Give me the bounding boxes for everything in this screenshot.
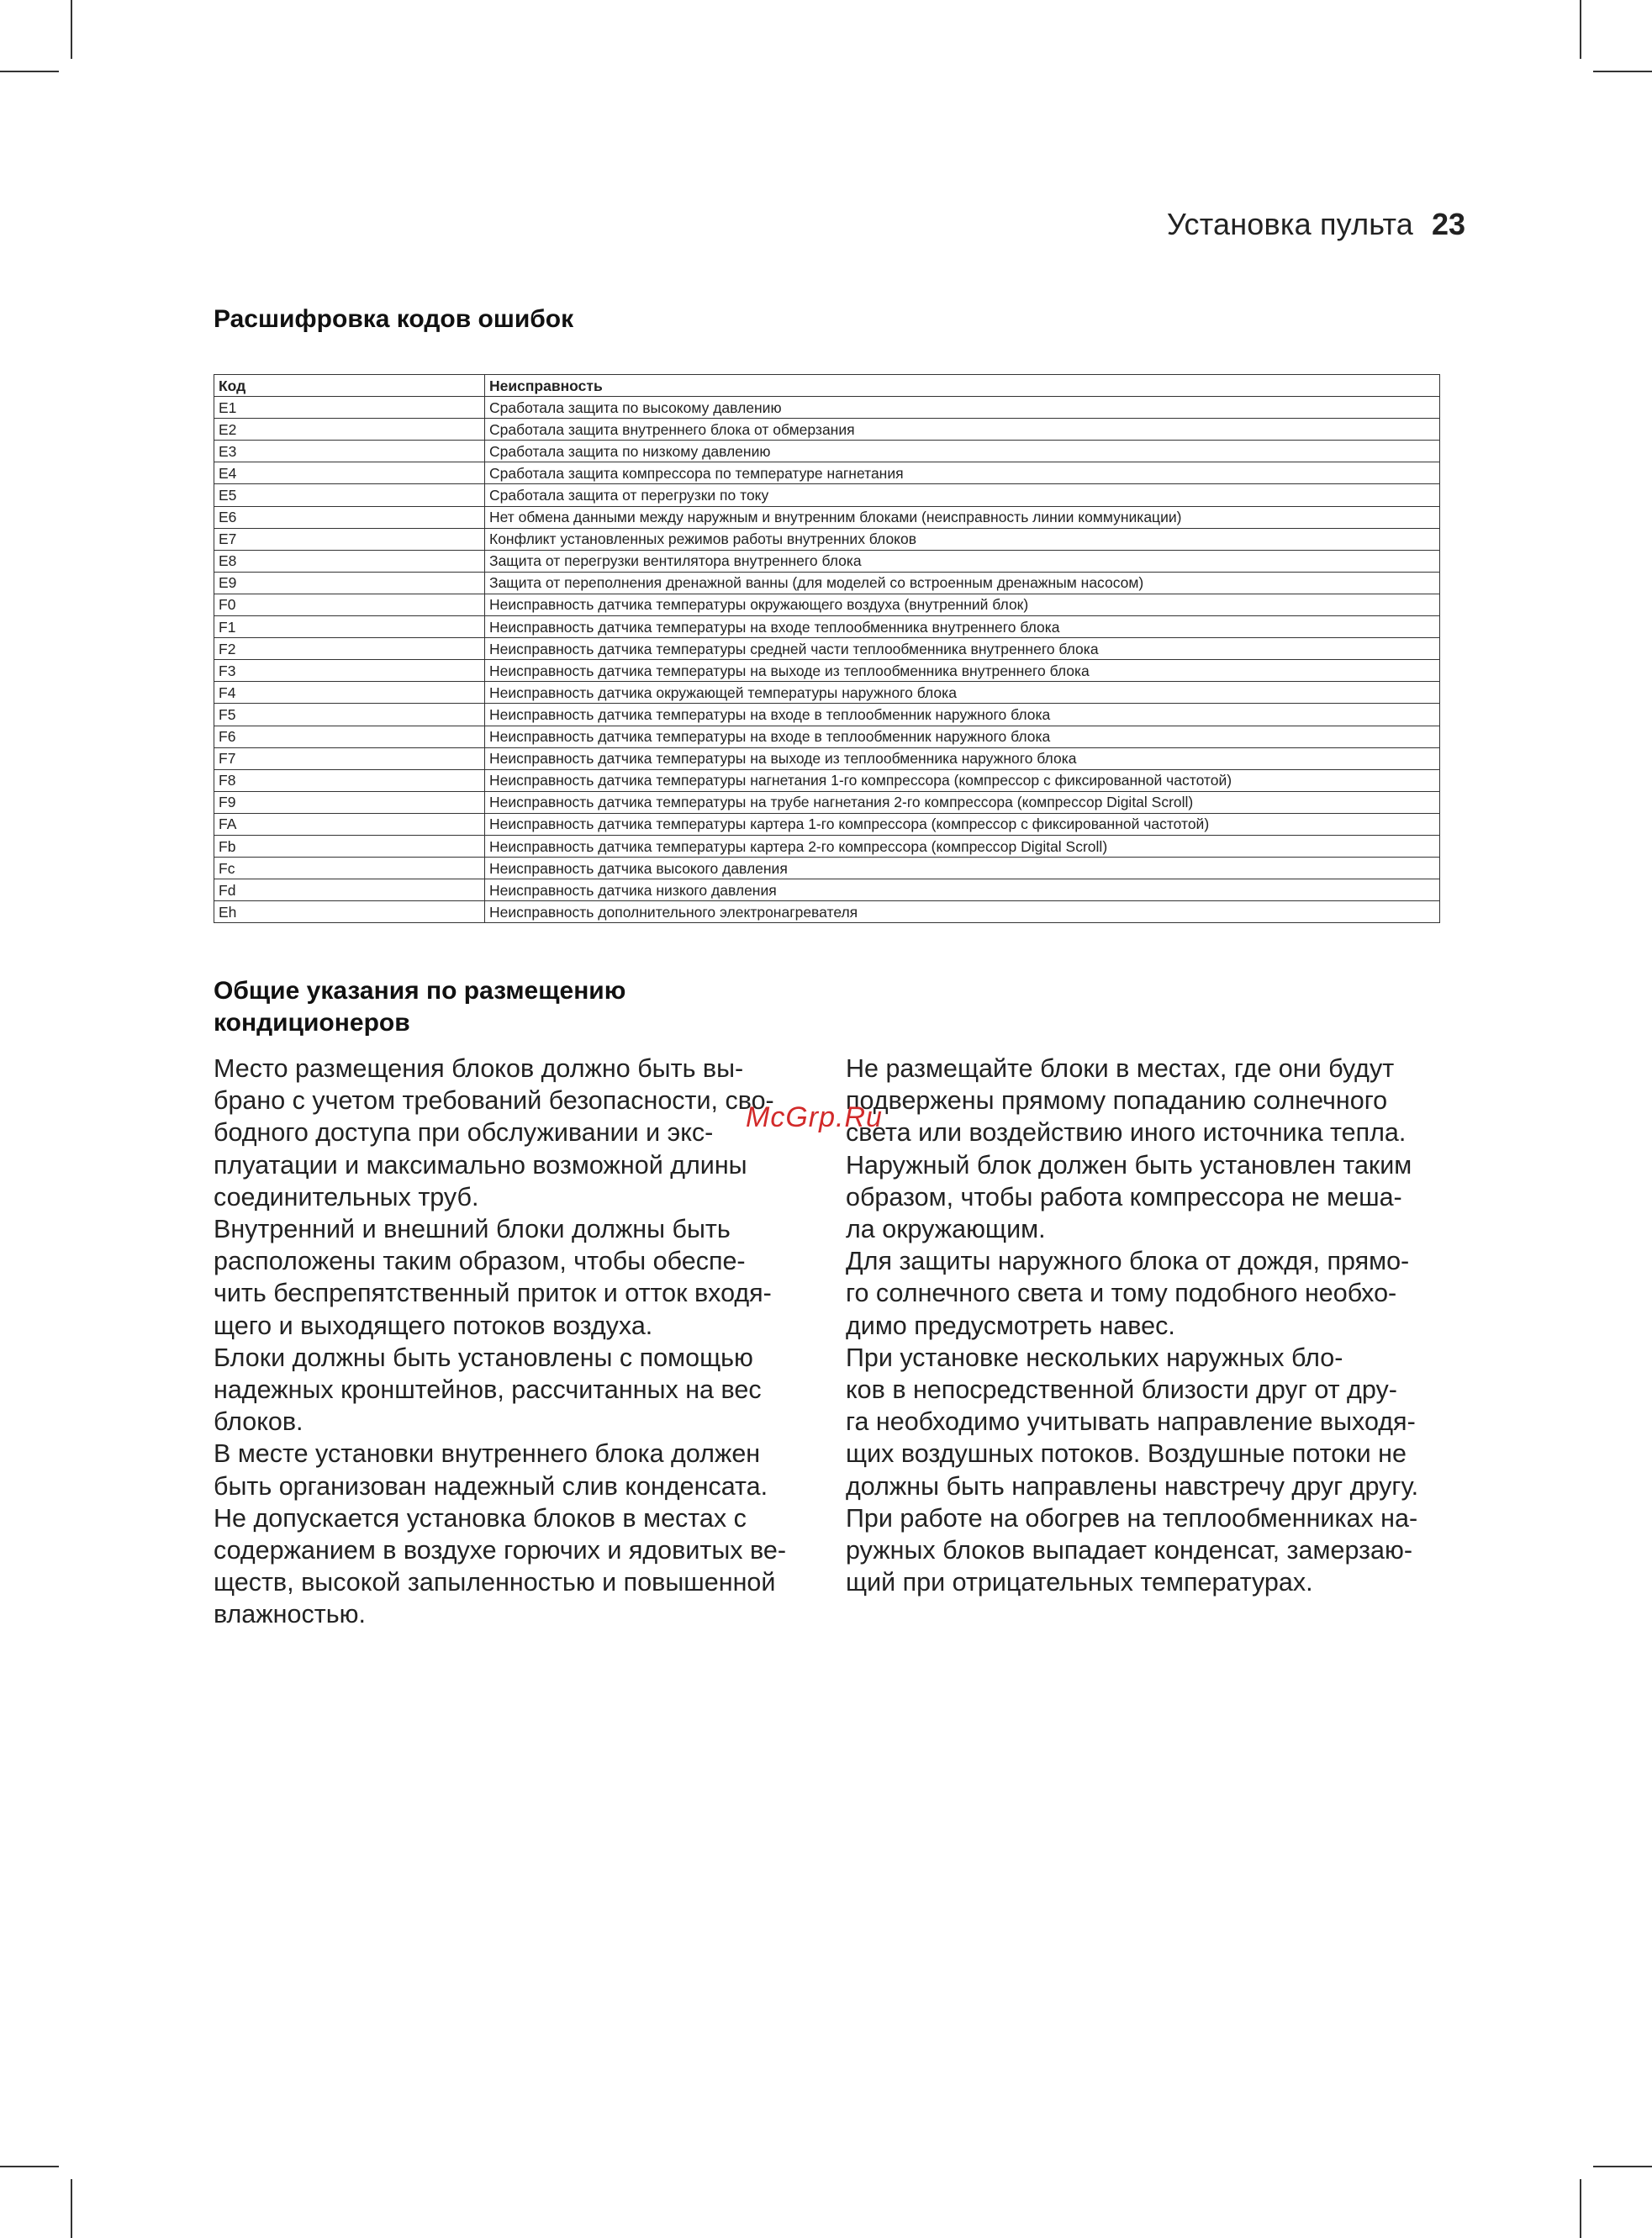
text-column-left <box>214 1053 819 1631</box>
error-code-cell: Fd <box>214 879 485 901</box>
table-row <box>214 638 1440 660</box>
error-description-cell: Нет обмена данными между наружным и внутренним блоками (неисправность линии коммуникации) <box>485 506 1440 528</box>
table-row <box>214 462 1440 484</box>
text-line: Наружный блок должен быть установлен таким <box>846 1150 1412 1180</box>
table-row <box>214 747 1440 769</box>
text-line: Не допускается установка блоков в местах с <box>214 1503 747 1533</box>
error-description-cell: Сработала защита от перегрузки по току <box>485 484 1440 506</box>
page-number: 23 <box>1431 207 1465 241</box>
error-description-cell: Неисправность датчика температуры окружающего воздуха (внутренний блок) <box>485 594 1440 615</box>
error-description-cell: Неисправность датчика температуры на трубе нагнетания 2-го компрессора (компрессор Digital Scroll) <box>485 791 1440 813</box>
error-code-cell: Eh <box>214 901 485 923</box>
error-description-cell: Неисправность дополнительного электронагревателя <box>485 901 1440 923</box>
crop-mark <box>0 71 59 72</box>
text-line: образом, чтобы работа компрессора не меша- <box>846 1182 1402 1211</box>
column-header-fault: Неисправность <box>485 375 1440 397</box>
error-code-cell: E9 <box>214 572 485 594</box>
crop-mark <box>71 2179 72 2238</box>
table-row <box>214 616 1440 638</box>
table-row <box>214 594 1440 615</box>
error-description-cell: Сработала защита внутреннего блока от обмерзания <box>485 419 1440 441</box>
text-line: соединительных труб. <box>214 1182 479 1211</box>
error-description-cell: Неисправность датчика температуры на выходе из теплообменника наружного блока <box>485 747 1440 769</box>
error-code-cell: Fb <box>214 835 485 857</box>
error-codes-table <box>214 374 1440 923</box>
table-body <box>214 397 1440 923</box>
error-description-cell: Неисправность датчика окружающей температуры наружного блока <box>485 682 1440 704</box>
text-line: га необходимо учитывать направление выходя- <box>846 1407 1416 1437</box>
error-description-cell: Сработала защита по высокому давлению <box>485 397 1440 419</box>
text-line: Не размещайте блоки в местах, где они будут <box>846 1054 1395 1083</box>
error-description-cell: Неисправность датчика температуры на входе в теплообменник наружного блока <box>485 726 1440 747</box>
text-line: щий при отрицательных температурах. <box>846 1568 1313 1597</box>
table-row <box>214 660 1440 682</box>
table-row <box>214 419 1440 441</box>
error-description-cell: Неисправность датчика высокого давления <box>485 858 1440 879</box>
crop-mark <box>1593 71 1652 72</box>
error-description-cell: Сработала защита по низкому давлению <box>485 441 1440 462</box>
table-row <box>214 791 1440 813</box>
table-header-row <box>214 375 1440 397</box>
text-line: бодного доступа при обслуживании и экс- <box>214 1118 714 1148</box>
text-line: должны быть направлены навстречу друг другу. <box>846 1471 1419 1501</box>
text-column-right <box>846 1053 1451 1598</box>
error-description-cell: Неисправность датчика температуры нагнетания 1-го компрессора (компрессор с фиксированной частотой) <box>485 769 1440 791</box>
error-code-cell: F4 <box>214 682 485 704</box>
table-row <box>214 858 1440 879</box>
placement-heading <box>214 975 625 1039</box>
error-code-cell: F9 <box>214 791 485 813</box>
text-line: Для защиты наружного блока от дождя, прямо- <box>846 1247 1410 1276</box>
error-codes-heading: Расшифровка кодов ошибок <box>214 305 574 333</box>
error-code-cell: E6 <box>214 506 485 528</box>
text-line: ружных блоков выпадает конденсат, замерзаю- <box>846 1536 1413 1565</box>
placement-heading-line: Общие указания по размещению <box>214 977 626 1005</box>
error-description-cell: Неисправность датчика температуры на выходе из теплообменника внутреннего блока <box>485 660 1440 682</box>
section-title: Установка пульта <box>1166 207 1413 241</box>
error-code-cell: F2 <box>214 638 485 660</box>
error-description-cell: Конфликт установленных режимов работы внутренних блоков <box>485 528 1440 550</box>
table-row <box>214 572 1440 594</box>
text-line: света или воздействию иного источника тепла. <box>846 1118 1407 1148</box>
text-line: димо предусмотреть навес. <box>846 1311 1175 1340</box>
text-line: Место размещения блоков должно быть вы- <box>214 1054 744 1083</box>
error-description-cell: Сработала защита компрессора по температуре нагнетания <box>485 462 1440 484</box>
text-line: брано с учетом требований безопасности, сво- <box>214 1086 774 1116</box>
error-description-cell: Неисправность датчика температуры картера 2-го компрессора (компрессор Digital Scroll) <box>485 835 1440 857</box>
error-code-cell: E3 <box>214 441 485 462</box>
error-code-cell: F0 <box>214 594 485 615</box>
text-line: При установке нескольких наружных бло- <box>846 1343 1343 1372</box>
error-code-cell: E5 <box>214 484 485 506</box>
table-row <box>214 704 1440 726</box>
table-row <box>214 879 1440 901</box>
error-description-cell: Неисправность датчика температуры на входе теплообменника внутреннего блока <box>485 616 1440 638</box>
error-code-cell: F7 <box>214 747 485 769</box>
watermark: McGrp.Ru <box>746 1101 883 1133</box>
crop-mark <box>1593 2166 1652 2167</box>
error-description-cell: Защита от переполнения дренажной ванны (для моделей со встроенным дренажным насосом) <box>485 572 1440 594</box>
crop-mark <box>1580 2179 1581 2238</box>
text-line: Блоки должны быть установлены с помощью <box>214 1343 753 1372</box>
error-code-cell: F5 <box>214 704 485 726</box>
placement-heading-line: кондиционеров <box>214 1009 410 1037</box>
text-line: Внутренний и внешний блоки должны быть <box>214 1215 731 1244</box>
table-row <box>214 835 1440 857</box>
error-code-cell: Fc <box>214 858 485 879</box>
error-description-cell: Неисправность датчика температуры картера 1-го компрессора (компрессор с фиксированной частотой) <box>485 813 1440 835</box>
error-description-cell: Неисправность датчика температуры на входе в теплообменник наружного блока <box>485 704 1440 726</box>
error-code-cell: FA <box>214 813 485 835</box>
table-row <box>214 726 1440 747</box>
error-code-cell: F3 <box>214 660 485 682</box>
text-line: чить беспрепятственный приток и отток входя- <box>214 1279 772 1308</box>
error-description-cell: Неисправность датчика низкого давления <box>485 879 1440 901</box>
text-line: ла окружающим. <box>846 1215 1046 1244</box>
text-line: ществ, высокой запыленностью и повышенной <box>214 1568 776 1597</box>
error-code-cell: F8 <box>214 769 485 791</box>
text-line: надежных кронштейнов, рассчитанных на вес <box>214 1375 762 1405</box>
table-row <box>214 769 1440 791</box>
text-line: содержанием в воздухе горючих и ядовитых ве- <box>214 1536 786 1565</box>
text-line: щих воздушных потоков. Воздушные потоки не <box>846 1439 1407 1469</box>
crop-mark <box>1580 0 1581 59</box>
text-line: подвержены прямому попаданию солнечного <box>846 1086 1388 1116</box>
text-line: блоков. <box>214 1407 303 1437</box>
error-code-cell: E2 <box>214 419 485 441</box>
error-code-cell: E1 <box>214 397 485 419</box>
error-code-cell: F6 <box>214 726 485 747</box>
error-code-cell: F1 <box>214 616 485 638</box>
crop-mark <box>71 0 72 59</box>
text-line: влажностью. <box>214 1600 366 1629</box>
error-code-cell: E7 <box>214 528 485 550</box>
table-row <box>214 506 1440 528</box>
text-line: быть организован надежный слив конденсата. <box>214 1471 768 1501</box>
text-line: В месте установки внутреннего блока должен <box>214 1439 761 1469</box>
text-line: При работе на обогрев на теплообменниках на- <box>846 1503 1418 1533</box>
error-code-cell: E4 <box>214 462 485 484</box>
table-row <box>214 484 1440 506</box>
table-row <box>214 813 1440 835</box>
crop-mark <box>0 2166 59 2167</box>
text-line: ков в непосредственной близости друг от дру- <box>846 1375 1397 1405</box>
table-row <box>214 397 1440 419</box>
text-line: щего и выходящего потоков воздуха. <box>214 1311 653 1340</box>
error-code-cell: E8 <box>214 550 485 572</box>
error-codes-table-wrap <box>214 374 1440 923</box>
table-row <box>214 901 1440 923</box>
table-row <box>214 550 1440 572</box>
page-header <box>1167 207 1465 242</box>
column-header-code: Код <box>214 375 485 397</box>
text-line: го солнечного света и тому подобного необхо- <box>846 1279 1397 1308</box>
text-line: расположены таким образом, чтобы обеспе- <box>214 1247 746 1276</box>
table-row <box>214 682 1440 704</box>
table-row <box>214 441 1440 462</box>
error-description-cell: Неисправность датчика температуры средней части теплообменника внутреннего блока <box>485 638 1440 660</box>
error-description-cell: Защита от перегрузки вентилятора внутреннего блока <box>485 550 1440 572</box>
text-line: плуатации и максимально возможной длины <box>214 1150 747 1180</box>
table-row <box>214 528 1440 550</box>
